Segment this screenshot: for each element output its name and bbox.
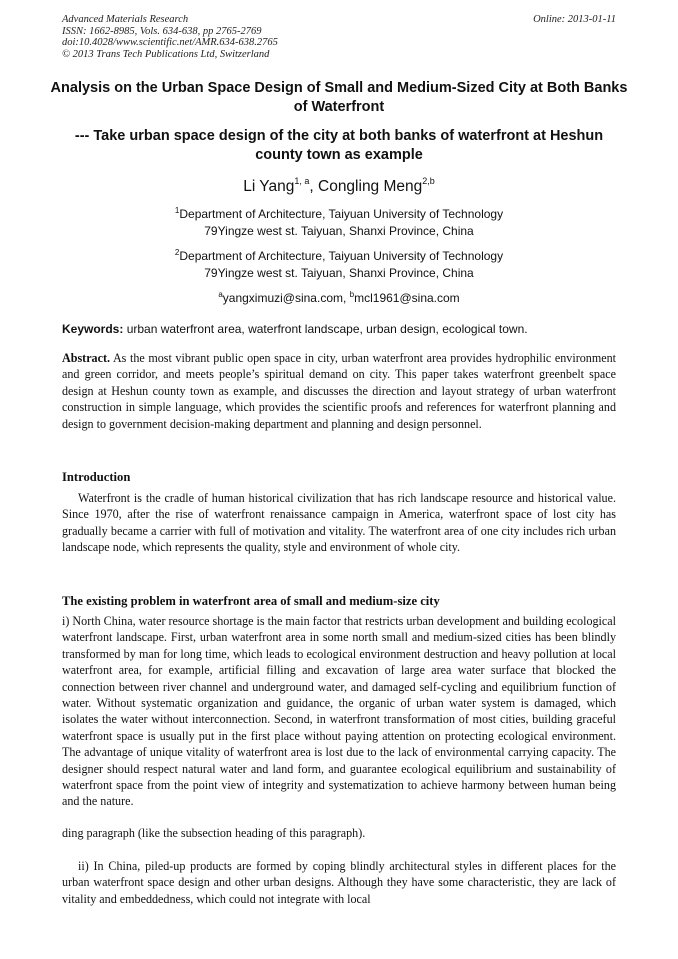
- problem-paragraph-1: i) North China, water resource shortage is the main factor that restricts urban development and building ecological waterfront landscape. First, urban waterfront area in some north small and medium-sized cities has been blindly transformed by man for long time, which leads to ecological environment destruction and heavy pollution at local waterfront area, for example, artificial filling and excavation of large area water surface that blocked the connection between river channel and underground water, and damaged self-cycling and equilibrium function of water. Without systematic organization and guidance, the organic of urban water system is damaged, which isolates the water without interconnection. Second, in waterfront transformation of most cities, building graceful waterfront space is usually put in the first place without paying attention on protecting ecological environment. The advantage of unique vitality of waterfront area is lost due to the lack of environmental carrying capacity. The designer should respect natural water and land form, and guarantee ecological equilibrium and sustainability of waterfront space from the point view of integrity and systematization to achieve harmony between human being and the nature.: [62, 614, 616, 809]
- author-separator: ,: [309, 178, 318, 195]
- problem-paragraph-1-tail: ding paragraph (like the subsection heading of this paragraph).: [62, 826, 366, 840]
- author-1-sup: 1, a: [294, 176, 310, 186]
- email-a: yangximuzi@sina.com,: [222, 291, 350, 305]
- affiliation-2: [0, 245, 678, 264]
- abstract: [62, 350, 616, 432]
- email-b-sup: b: [349, 290, 355, 299]
- problem-paragraph-2: ii) In China, piled-up products are formed by coping blindly architectural styles in different places for the urban waterfront space design and other urban designs. Although they have some characteristic, they are lack of vitality and embeddedness, which could not integrate with local: [62, 859, 616, 906]
- affiliation-1-sup: 1: [174, 206, 180, 215]
- email-line: [0, 287, 678, 306]
- email-a-sup: a: [218, 290, 223, 299]
- journal-name: Advanced Materials Research: [62, 14, 189, 25]
- author-2: Congling Meng: [318, 178, 423, 195]
- affiliation-1-address: 79Yingze west st. Taiyuan, Shanxi Province, China: [204, 224, 474, 238]
- journal-header: [62, 14, 616, 60]
- doi-line: doi:10.4028/www.scientific.net/AMR.634-638.2765: [62, 37, 278, 48]
- affiliation-2-sup: 2: [174, 248, 180, 257]
- online-date: Online: 2013-01-11: [533, 14, 616, 25]
- issn-line: ISSN: 1662-8985, Vols. 634-638, pp 2765-2769: [62, 25, 262, 37]
- affiliation-2-address: 79Yingze west st. Taiyuan, Shanxi Province, China: [204, 266, 474, 280]
- abstract-label: Abstract.: [62, 351, 111, 365]
- author-line: [0, 176, 678, 196]
- paper-title: Analysis on the Urban Space Design of Small and Medium-Sized City at Both Banks of Waterfront: [50, 80, 628, 115]
- author-2-sup: 2,b: [422, 176, 435, 186]
- abstract-text: As the most vibrant public open space in city, urban waterfront area provides hydrophilic environment and green corridor, and meets people’s spiritual demand on city. This paper takes waterfront greenbelt space design at Heshun county town as example, and discusses the direction and layout strategy of urban waterfront construction in simple language, which provides the scientific proofs and references for waterfront planning and design to government decision-making department and planning and design personnel.: [62, 351, 616, 431]
- keywords: [62, 322, 616, 336]
- affiliation-2-text: Department of Architecture, Taiyuan University of Technology: [179, 249, 504, 263]
- affiliation-1: [0, 203, 678, 222]
- introduction-heading: Introduction: [62, 470, 131, 484]
- keywords-text: urban waterfront area, waterfront landscape, urban design, ecological town.: [123, 322, 528, 336]
- introduction-text: Waterfront is the cradle of human historical civilization that has rich landscape resource and historical value. Since 1970, after the rise of waterfront renaissance campaign in America, waterfront space of lost city has gradually became a carrier with full of motivation and vitality. The waterfront area of one city includes rich urban landscape node, which represents the quality, style and environment of whole city.: [62, 491, 616, 555]
- keywords-label: Keywords:: [62, 322, 124, 336]
- email-b: mcl1961@sina.com: [354, 291, 460, 305]
- author-1: Li Yang: [243, 178, 295, 195]
- problem-heading: The existing problem in waterfront area of small and medium-size city: [62, 594, 440, 608]
- affiliation-1-text: Department of Architecture, Taiyuan University of Technology: [179, 207, 504, 221]
- paper-subtitle: --- Take urban space design of the city at both banks of waterfront at Heshun county town as example: [74, 128, 604, 163]
- copyright-line: © 2013 Trans Tech Publications Ltd, Switzerland: [62, 48, 270, 60]
